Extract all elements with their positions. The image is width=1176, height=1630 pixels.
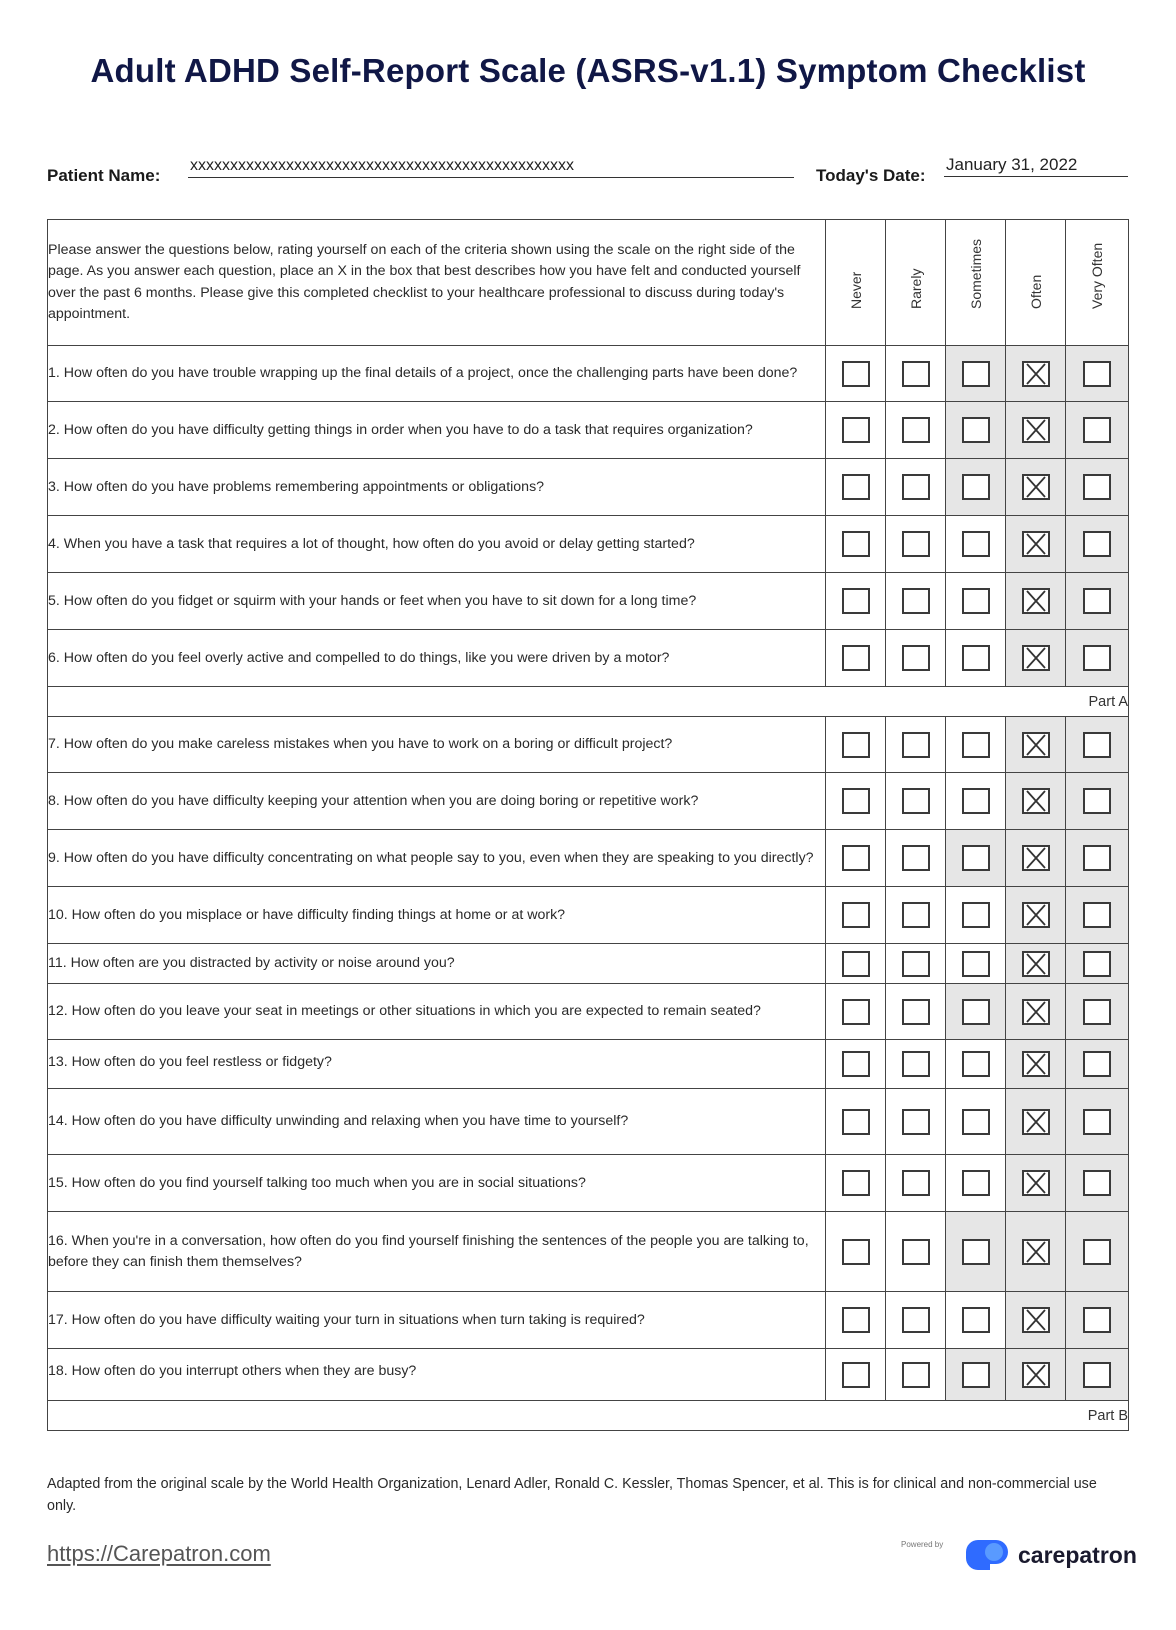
instructions-row — [48, 220, 1129, 346]
checkbox-rarely[interactable] — [902, 1170, 930, 1196]
checkbox-never[interactable] — [842, 1109, 870, 1135]
powered-by-label: Powered by — [901, 1540, 944, 1549]
checkbox-never[interactable] — [842, 1362, 870, 1388]
rating-cell-rarely — [886, 1212, 946, 1292]
scale-label-sometimes: Sometimes — [967, 238, 984, 309]
checkbox-sometimes[interactable] — [962, 1109, 990, 1135]
rating-cell-never — [826, 346, 886, 402]
checkbox-very-often[interactable] — [1083, 951, 1111, 977]
x-mark-icon — [1025, 953, 1047, 975]
checkbox-rarely[interactable] — [902, 361, 930, 387]
rating-cell-often — [1006, 630, 1066, 687]
rating-cell-often — [1006, 516, 1066, 573]
question-text: 8. How often do you have difficulty keeping your attention when you are doing boring or repetitive work? — [48, 773, 826, 830]
x-mark-icon — [1025, 1309, 1047, 1331]
rating-cell-very-often — [1066, 630, 1129, 687]
rating-cell-very-often — [1066, 459, 1129, 516]
todays-date-label: Today's Date: — [816, 166, 926, 185]
question-text: 12. How often do you leave your seat in meetings or other situations in which you are expected to remain seated? — [48, 984, 826, 1040]
checkbox-sometimes[interactable] — [962, 732, 990, 758]
rating-cell-never — [826, 573, 886, 630]
checkbox-often[interactable] — [1022, 417, 1050, 443]
rating-cell-rarely — [886, 630, 946, 687]
rating-cell-sometimes — [946, 1155, 1006, 1212]
checkbox-never[interactable] — [842, 902, 870, 928]
rating-cell-rarely — [886, 717, 946, 773]
rating-cell-sometimes — [946, 630, 1006, 687]
checkbox-very-often[interactable] — [1083, 531, 1111, 557]
checkbox-rarely[interactable] — [902, 1307, 930, 1333]
checkbox-never[interactable] — [842, 1307, 870, 1333]
rating-cell-rarely — [886, 1349, 946, 1401]
rating-cell-never — [826, 1212, 886, 1292]
checkbox-very-often[interactable] — [1083, 1239, 1111, 1265]
rating-cell-rarely — [886, 459, 946, 516]
rating-cell-rarely — [886, 984, 946, 1040]
rating-cell-very-often — [1066, 1349, 1129, 1401]
rating-cell-sometimes — [946, 1349, 1006, 1401]
question-text: 14. How often do you have difficulty unwinding and relaxing when you have time to yourself? — [48, 1089, 826, 1155]
checkbox-rarely[interactable] — [902, 1051, 930, 1077]
rating-cell-never — [826, 830, 886, 887]
checkbox-never[interactable] — [842, 417, 870, 443]
scale-header-rarely — [886, 220, 946, 346]
footnote: Adapted from the original scale by the World Health Organization, Lenard Adler, Ronald C. Kessler, Thomas Spencer, et al. This is for clinical and non-commercial use only. — [47, 1476, 1097, 1514]
brand-name: carepatron — [1018, 1541, 1137, 1568]
rating-cell-sometimes — [946, 717, 1006, 773]
checkbox-never[interactable] — [842, 588, 870, 614]
x-mark-icon — [1025, 1053, 1047, 1075]
checkbox-sometimes[interactable] — [962, 999, 990, 1025]
checkbox-never[interactable] — [842, 1239, 870, 1265]
question-text: 11. How often are you distracted by activity or noise around you? — [48, 944, 826, 984]
rating-cell-sometimes — [946, 830, 1006, 887]
checkbox-never[interactable] — [842, 951, 870, 977]
symptom-checklist-table — [47, 219, 1129, 1431]
checklist-body — [48, 220, 1129, 1431]
question-row — [48, 1292, 1129, 1349]
rating-cell-often — [1006, 346, 1066, 402]
rating-cell-very-often — [1066, 1089, 1129, 1155]
rating-cell-very-often — [1066, 402, 1129, 459]
rating-cell-sometimes — [946, 573, 1006, 630]
rating-cell-often — [1006, 887, 1066, 944]
x-mark-icon — [1025, 847, 1047, 869]
rating-cell-never — [826, 984, 886, 1040]
checkbox-rarely[interactable] — [902, 645, 930, 671]
instructions-text: Please answer the questions below, rating yourself on each of the criteria shown using the scale on the right side of the page. As you answer each question, place an X in the box that best describes how you have felt and conducted yourself over the past 6 months. Please give this completed checklist to your healthcare professional to discuss during today's appointment. — [48, 220, 826, 346]
rating-cell-often — [1006, 773, 1066, 830]
question-text: 2. How often do you have difficulty getting things in order when you have to do a task that requires organization? — [48, 402, 826, 459]
carepatron-logo — [964, 1538, 1137, 1572]
rating-cell-rarely — [886, 1089, 946, 1155]
rating-cell-very-often — [1066, 944, 1129, 984]
rating-cell-never — [826, 402, 886, 459]
scale-label-never: Never — [847, 271, 864, 309]
rating-cell-often — [1006, 1155, 1066, 1212]
x-mark-icon — [1025, 1241, 1047, 1263]
checkbox-very-often[interactable] — [1083, 474, 1111, 500]
rating-cell-never — [826, 1040, 886, 1089]
question-text: 18. How often do you interrupt others when they are busy? — [48, 1349, 826, 1401]
question-text: 1. How often do you have trouble wrapping up the final details of a project, once the challenging parts have been done? — [48, 346, 826, 402]
rating-cell-very-often — [1066, 346, 1129, 402]
checkbox-often[interactable] — [1022, 1239, 1050, 1265]
rating-cell-rarely — [886, 573, 946, 630]
checkbox-often[interactable] — [1022, 531, 1050, 557]
question-row — [48, 944, 1129, 984]
rating-cell-never — [826, 944, 886, 984]
carepatron-link[interactable]: https://Carepatron.com — [47, 1541, 271, 1566]
carepatron-logo-icon — [964, 1538, 1010, 1572]
x-mark-icon — [1025, 647, 1047, 669]
question-row — [48, 459, 1129, 516]
checkbox-sometimes[interactable] — [962, 474, 990, 500]
rating-cell-sometimes — [946, 1292, 1006, 1349]
rating-cell-never — [826, 773, 886, 830]
checkbox-often[interactable] — [1022, 951, 1050, 977]
rating-cell-very-often — [1066, 717, 1129, 773]
rating-cell-very-often — [1066, 1292, 1129, 1349]
question-text: 3. How often do you have problems remembering appointments or obligations? — [48, 459, 826, 516]
x-mark-icon — [1025, 1001, 1047, 1023]
checkbox-rarely[interactable] — [902, 845, 930, 871]
rating-cell-often — [1006, 830, 1066, 887]
rating-cell-very-often — [1066, 1212, 1129, 1292]
question-row — [48, 1089, 1129, 1155]
question-text: 17. How often do you have difficulty waiting your turn in situations when turn taking is required? — [48, 1292, 826, 1349]
question-row — [48, 573, 1129, 630]
rating-cell-sometimes — [946, 346, 1006, 402]
checkbox-often[interactable] — [1022, 788, 1050, 814]
scale-header-never — [826, 220, 886, 346]
checkbox-often[interactable] — [1022, 902, 1050, 928]
question-row — [48, 1040, 1129, 1089]
rating-cell-never — [826, 1349, 886, 1401]
question-text: 16. When you're in a conversation, how often do you find yourself finishing the sentences of the people you are talking to, before they can finish them themselves? — [48, 1212, 826, 1292]
checkbox-rarely[interactable] — [902, 902, 930, 928]
rating-cell-often — [1006, 717, 1066, 773]
question-text: 13. How often do you feel restless or fidgety? — [48, 1040, 826, 1089]
rating-cell-never — [826, 887, 886, 944]
x-mark-icon — [1025, 1172, 1047, 1194]
rating-cell-sometimes — [946, 516, 1006, 573]
checkbox-never[interactable] — [842, 845, 870, 871]
x-mark-icon — [1025, 363, 1047, 385]
checkbox-never[interactable] — [842, 788, 870, 814]
checkbox-never[interactable] — [842, 1170, 870, 1196]
checkbox-sometimes[interactable] — [962, 417, 990, 443]
rating-cell-sometimes — [946, 984, 1006, 1040]
rating-cell-never — [826, 630, 886, 687]
checkbox-sometimes[interactable] — [962, 845, 990, 871]
checkbox-often[interactable] — [1022, 1362, 1050, 1388]
rating-cell-very-often — [1066, 887, 1129, 944]
checkbox-rarely[interactable] — [902, 732, 930, 758]
checkbox-rarely[interactable] — [902, 1362, 930, 1388]
rating-cell-often — [1006, 573, 1066, 630]
question-row — [48, 402, 1129, 459]
checkbox-never[interactable] — [842, 531, 870, 557]
checkbox-often[interactable] — [1022, 999, 1050, 1025]
checkbox-sometimes[interactable] — [962, 1170, 990, 1196]
part-b-row — [48, 1401, 1129, 1431]
checkbox-sometimes[interactable] — [962, 902, 990, 928]
rating-cell-never — [826, 1155, 886, 1212]
checkbox-rarely[interactable] — [902, 999, 930, 1025]
part-b-row-label: Part B — [48, 1401, 1129, 1431]
checkbox-very-often[interactable] — [1083, 588, 1111, 614]
checkbox-often[interactable] — [1022, 588, 1050, 614]
rating-cell-rarely — [886, 1040, 946, 1089]
checkbox-sometimes[interactable] — [962, 1051, 990, 1077]
checkbox-often[interactable] — [1022, 845, 1050, 871]
x-mark-icon — [1025, 590, 1047, 612]
checkbox-very-often[interactable] — [1083, 1362, 1111, 1388]
rating-cell-sometimes — [946, 887, 1006, 944]
checkbox-often[interactable] — [1022, 361, 1050, 387]
checkbox-very-often[interactable] — [1083, 732, 1111, 758]
rating-cell-never — [826, 516, 886, 573]
scale-label-rarely: Rarely — [907, 268, 924, 309]
page-title: Adult ADHD Self-Report Scale (ASRS-v1.1) Symptom Checklist — [90, 52, 1086, 89]
rating-cell-sometimes — [946, 402, 1006, 459]
checkbox-sometimes[interactable] — [962, 1239, 990, 1265]
rating-cell-often — [1006, 1089, 1066, 1155]
checkbox-very-often[interactable] — [1083, 645, 1111, 671]
checkbox-sometimes[interactable] — [962, 361, 990, 387]
checkbox-sometimes[interactable] — [962, 531, 990, 557]
scale-label-very-often: Very Often — [1089, 242, 1105, 309]
question-row — [48, 1212, 1129, 1292]
rating-cell-rarely — [886, 944, 946, 984]
question-text: 7. How often do you make careless mistakes when you have to work on a boring or difficult project? — [48, 717, 826, 773]
checkbox-very-often[interactable] — [1083, 1170, 1111, 1196]
rating-cell-rarely — [886, 402, 946, 459]
question-row — [48, 773, 1129, 830]
rating-cell-very-often — [1066, 1040, 1129, 1089]
checkbox-rarely[interactable] — [902, 1109, 930, 1135]
checkbox-rarely[interactable] — [902, 788, 930, 814]
rating-cell-very-often — [1066, 573, 1129, 630]
x-mark-icon — [1025, 904, 1047, 926]
checkbox-very-often[interactable] — [1083, 361, 1111, 387]
question-text: 10. How often do you misplace or have difficulty finding things at home or at work? — [48, 887, 826, 944]
question-row — [48, 887, 1129, 944]
checkbox-very-often[interactable] — [1083, 788, 1111, 814]
rating-cell-never — [826, 1292, 886, 1349]
question-text: 15. How often do you find yourself talking too much when you are in social situations? — [48, 1155, 826, 1212]
x-mark-icon — [1025, 419, 1047, 441]
checkbox-never[interactable] — [842, 999, 870, 1025]
part-a-row-label: Part A — [48, 687, 1129, 717]
x-mark-icon — [1025, 1111, 1047, 1133]
rating-cell-very-often — [1066, 773, 1129, 830]
rating-cell-rarely — [886, 1292, 946, 1349]
rating-cell-sometimes — [946, 1040, 1006, 1089]
question-row — [48, 630, 1129, 687]
checkbox-very-often[interactable] — [1083, 417, 1111, 443]
x-mark-icon — [1025, 1364, 1047, 1386]
checkbox-very-often[interactable] — [1083, 1307, 1111, 1333]
patient-name-field[interactable]: xxxxxxxxxxxxxxxxxxxxxxxxxxxxxxxxxxxxxxxxxxxxxxxx — [188, 155, 794, 178]
checkbox-often[interactable] — [1022, 732, 1050, 758]
rating-cell-very-often — [1066, 516, 1129, 573]
checkbox-very-often[interactable] — [1083, 845, 1111, 871]
rating-cell-often — [1006, 1040, 1066, 1089]
rating-cell-sometimes — [946, 459, 1006, 516]
checkbox-rarely[interactable] — [902, 951, 930, 977]
checkbox-never[interactable] — [842, 474, 870, 500]
rating-cell-rarely — [886, 346, 946, 402]
x-mark-icon — [1025, 790, 1047, 812]
checkbox-sometimes[interactable] — [962, 788, 990, 814]
checkbox-rarely[interactable] — [902, 417, 930, 443]
checkbox-often[interactable] — [1022, 1170, 1050, 1196]
rating-cell-very-often — [1066, 1155, 1129, 1212]
checkbox-very-often[interactable] — [1083, 902, 1111, 928]
question-row — [48, 516, 1129, 573]
checkbox-often[interactable] — [1022, 645, 1050, 671]
x-mark-icon — [1025, 533, 1047, 555]
checkbox-sometimes[interactable] — [962, 1362, 990, 1388]
x-mark-icon — [1025, 476, 1047, 498]
checkbox-sometimes[interactable] — [962, 1307, 990, 1333]
rating-cell-often — [1006, 1212, 1066, 1292]
checkbox-sometimes[interactable] — [962, 588, 990, 614]
checkbox-rarely[interactable] — [902, 474, 930, 500]
checkbox-never[interactable] — [842, 361, 870, 387]
rating-cell-never — [826, 1089, 886, 1155]
checkbox-never[interactable] — [842, 732, 870, 758]
rating-cell-rarely — [886, 887, 946, 944]
rating-cell-rarely — [886, 773, 946, 830]
question-row — [48, 830, 1129, 887]
checkbox-very-often[interactable] — [1083, 999, 1111, 1025]
rating-cell-rarely — [886, 830, 946, 887]
rating-cell-often — [1006, 1292, 1066, 1349]
scale-header-sometimes — [946, 220, 1006, 346]
checkbox-often[interactable] — [1022, 1051, 1050, 1077]
question-row — [48, 984, 1129, 1040]
checkbox-rarely[interactable] — [902, 588, 930, 614]
rating-cell-often — [1006, 1349, 1066, 1401]
rating-cell-sometimes — [946, 1089, 1006, 1155]
question-text: 4. When you have a task that requires a lot of thought, how often do you avoid or delay getting started? — [48, 516, 826, 573]
scale-header-often — [1006, 220, 1066, 346]
checkbox-rarely[interactable] — [902, 1239, 930, 1265]
patient-name-label: Patient Name: — [47, 166, 161, 185]
rating-cell-rarely — [886, 516, 946, 573]
question-row — [48, 1349, 1129, 1401]
rating-cell-rarely — [886, 1155, 946, 1212]
scale-header-very-often — [1066, 220, 1129, 346]
checkbox-often[interactable] — [1022, 1307, 1050, 1333]
part-a-row — [48, 687, 1129, 717]
scale-label-often: Often — [1027, 274, 1044, 309]
question-row — [48, 1155, 1129, 1212]
rating-cell-often — [1006, 402, 1066, 459]
rating-cell-often — [1006, 459, 1066, 516]
rating-cell-often — [1006, 944, 1066, 984]
x-mark-icon — [1025, 734, 1047, 756]
rating-cell-very-often — [1066, 830, 1129, 887]
rating-cell-very-often — [1066, 984, 1129, 1040]
todays-date-field[interactable]: January 31, 2022 — [944, 154, 1128, 177]
rating-cell-sometimes — [946, 1212, 1006, 1292]
checkbox-often[interactable] — [1022, 474, 1050, 500]
rating-cell-sometimes — [946, 773, 1006, 830]
question-row — [48, 717, 1129, 773]
checkbox-never[interactable] — [842, 1051, 870, 1077]
checkbox-rarely[interactable] — [902, 531, 930, 557]
checkbox-sometimes[interactable] — [962, 645, 990, 671]
checkbox-often[interactable] — [1022, 1109, 1050, 1135]
rating-cell-never — [826, 717, 886, 773]
question-text: 9. How often do you have difficulty concentrating on what people say to you, even when they are speaking to you directly? — [48, 830, 826, 887]
checkbox-very-often[interactable] — [1083, 1109, 1111, 1135]
checkbox-very-often[interactable] — [1083, 1051, 1111, 1077]
rating-cell-never — [826, 459, 886, 516]
question-row — [48, 346, 1129, 402]
checkbox-never[interactable] — [842, 645, 870, 671]
checkbox-sometimes[interactable] — [962, 951, 990, 977]
rating-cell-often — [1006, 984, 1066, 1040]
question-text: 5. How often do you fidget or squirm with your hands or feet when you have to sit down for a long time? — [48, 573, 826, 630]
rating-cell-sometimes — [946, 944, 1006, 984]
question-text: 6. How often do you feel overly active and compelled to do things, like you were driven by a motor? — [48, 630, 826, 687]
